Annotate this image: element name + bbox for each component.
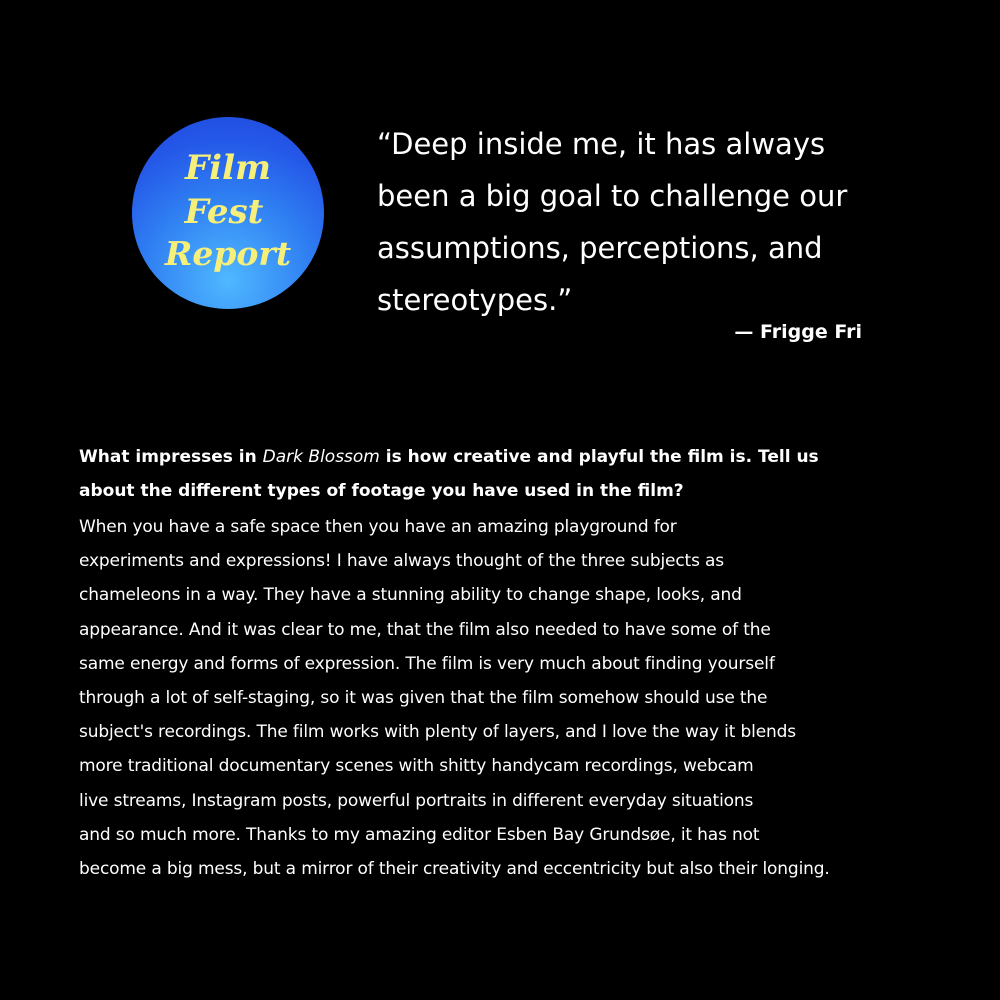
logo-word-film: Film — [185, 148, 271, 188]
question-text: What impresses in — [79, 447, 263, 467]
quote-attribution: — Frigge Fri — [734, 321, 862, 343]
answer-line: and so much more. Thanks to my amazing editor Esben Bay Grundsøe, it has not — [79, 824, 760, 845]
answer-line: experiments and expressions! I have always thought of the three subjects as — [79, 551, 725, 572]
answer-line: When you have a safe space then you have an amazing playground for — [79, 517, 677, 537]
logo-word-fest: Fest — [184, 192, 264, 232]
answer-line: live streams, Instagram posts, powerful portraits in different everyday situations — [79, 790, 754, 811]
answer-line: subject's recordings. The film works with plenty of layers, and I love the way it blends — [79, 722, 797, 743]
answer-line: become a big mess, but a mirror of their creativity and eccentricity but also their longing. — [79, 859, 830, 880]
film-title: Dark Blossom — [262, 447, 380, 467]
question-line-2: about the different types of footage you have used in the film? — [79, 481, 684, 501]
answer-line: chameleons in a way. They have a stunning ability to change shape, looks, and — [79, 585, 742, 606]
answer-line: through a lot of self-staging, so it was given that the film somehow should use the — [79, 688, 768, 709]
quote-line: “Deep inside me, it has always — [377, 127, 826, 161]
interview-answer — [79, 510, 979, 886]
answer-line: appearance. And it was clear to me, that the film also needed to have some of the — [79, 619, 771, 640]
quote-line: assumptions, perceptions, and — [377, 231, 823, 265]
quote-line: stereotypes.” — [377, 283, 573, 317]
answer-line: more traditional documentary scenes with shitty handycam recordings, webcam — [79, 756, 754, 777]
question-line-1 — [79, 440, 959, 474]
pull-quote — [377, 118, 897, 326]
answer-line: same energy and forms of expression. The film is very much about finding yourself — [79, 653, 775, 674]
logo-graphic — [132, 117, 324, 309]
question-text: is how creative and playful the film is. Tell us — [379, 447, 819, 467]
quote-line: been a big goal to challenge our — [377, 179, 848, 213]
logo-word-report: Report — [164, 234, 292, 273]
film-fest-report-logo — [132, 117, 324, 309]
interview-question — [79, 440, 959, 508]
